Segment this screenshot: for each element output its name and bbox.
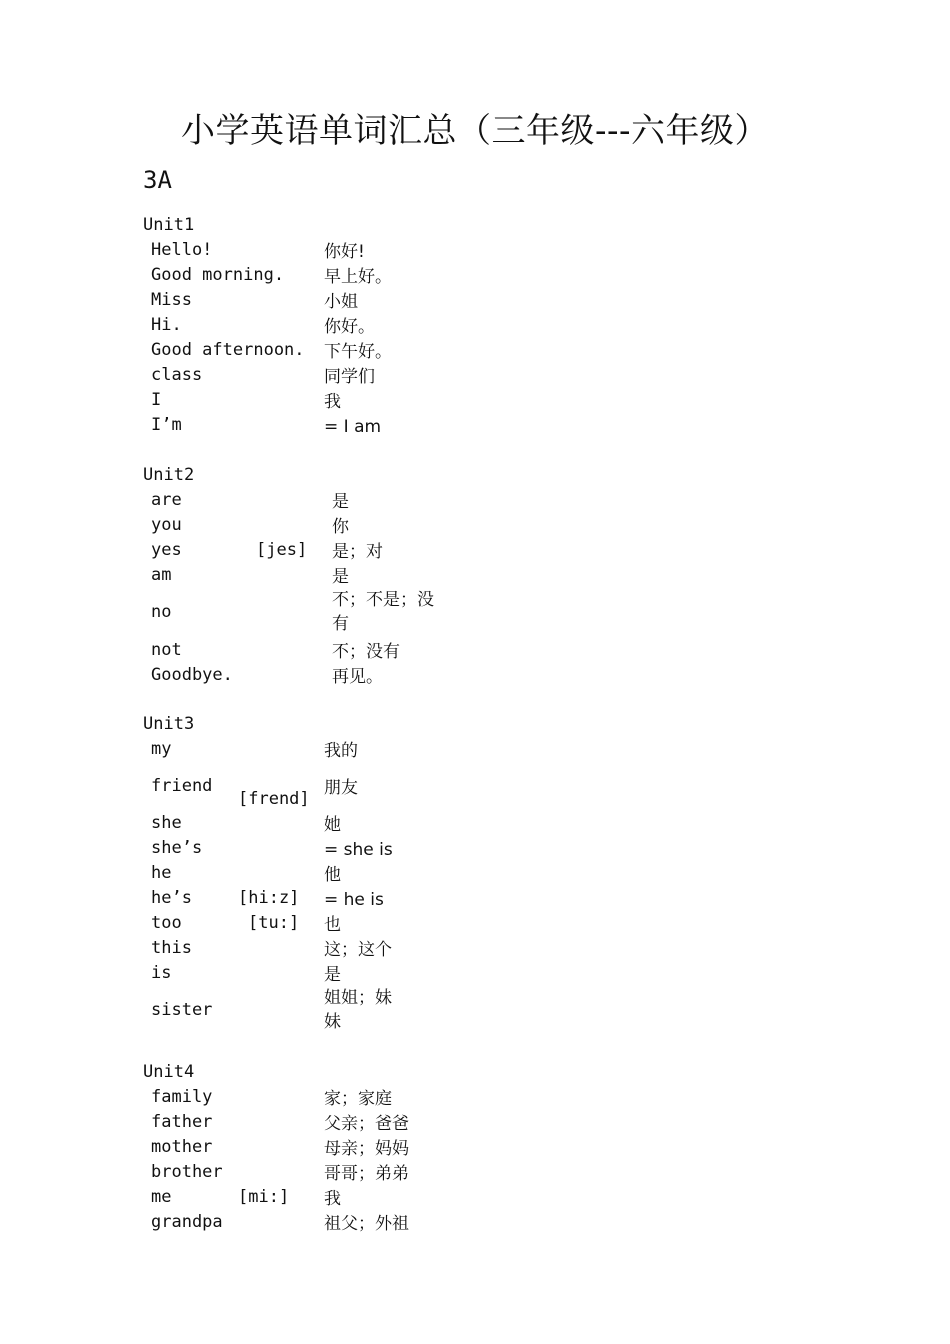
word-english: he’s (151, 888, 192, 908)
word-chinese: 我 (324, 1189, 341, 1209)
word-english: Miss (151, 290, 192, 310)
word-english: I (151, 390, 162, 410)
word-chinese: 他 (324, 865, 341, 885)
word-english: yes (151, 540, 182, 560)
unit-heading: Unit4 (143, 1062, 195, 1082)
word-english: Good afternoon. (151, 340, 305, 360)
word-chinese: = he is (324, 890, 384, 910)
word-phonetic: [frend] (238, 789, 310, 809)
word-chinese: 家；家庭 (324, 1089, 392, 1109)
word-english: too (151, 913, 182, 933)
word-english: am (151, 565, 172, 585)
word-english: grandpa (151, 1212, 223, 1232)
word-english: class (151, 365, 203, 385)
word-english: she (151, 813, 182, 833)
word-chinese: 同学们 (324, 367, 375, 387)
word-english: he (151, 863, 172, 883)
word-chinese: = I am (324, 417, 382, 437)
word-chinese: 你 (332, 517, 349, 537)
word-english: friend (151, 776, 213, 796)
word-chinese: 你好。 (324, 317, 375, 337)
word-chinese: 下午好。 (324, 342, 392, 362)
word-phonetic: [mi:] (238, 1187, 290, 1207)
grade-heading: 3A (143, 166, 172, 194)
word-english: sister (151, 1000, 213, 1020)
word-chinese: 哥哥；弟弟 (324, 1164, 409, 1184)
word-chinese: 是；对 (332, 542, 383, 562)
word-chinese: 是 (332, 567, 349, 587)
word-english: Hello! (151, 240, 213, 260)
word-chinese: 也 (324, 915, 341, 935)
word-chinese: 祖父；外祖 (324, 1214, 409, 1234)
word-phonetic: [tu:] (248, 913, 300, 933)
word-chinese: 父亲；爸爸 (324, 1114, 409, 1134)
unit-heading: Unit3 (143, 714, 195, 734)
word-english: she’s (151, 838, 203, 858)
word-phonetic: [hi:z] (238, 888, 300, 908)
word-english: I’m (151, 415, 182, 435)
word-phonetic: [jes] (256, 540, 308, 560)
word-english: not (151, 640, 182, 660)
word-english: my (151, 739, 172, 759)
word-chinese: 她 (324, 815, 341, 835)
word-chinese: 小姐 (324, 292, 358, 312)
word-english: father (151, 1112, 213, 1132)
word-chinese: 再见。 (332, 667, 383, 687)
word-chinese: 姐姐；妹妹 (324, 988, 392, 1032)
word-english: mother (151, 1137, 213, 1157)
word-english: are (151, 490, 182, 510)
word-english: Good morning. (151, 265, 285, 285)
word-english: no (151, 602, 172, 622)
word-english: is (151, 963, 172, 983)
word-chinese: 是 (324, 965, 341, 985)
word-chinese: 我 (324, 392, 341, 412)
word-chinese: 母亲；妈妈 (324, 1139, 409, 1159)
word-english: Goodbye. (151, 665, 233, 685)
page-title: 小学英语单词汇总（三年级---六年级） (181, 111, 769, 151)
word-chinese: 我的 (324, 741, 358, 761)
word-chinese: = she is (324, 840, 393, 860)
word-chinese: 是 (332, 492, 349, 512)
word-chinese: 不；没有 (332, 642, 400, 662)
unit-heading: Unit2 (143, 465, 195, 485)
word-english: brother (151, 1162, 223, 1182)
word-english: family (151, 1087, 213, 1107)
word-english: you (151, 515, 182, 535)
word-chinese: 朋友 (324, 778, 358, 798)
word-english: this (151, 938, 192, 958)
word-chinese: 你好! (324, 242, 365, 262)
word-chinese: 早上好。 (324, 267, 392, 287)
unit-heading: Unit1 (143, 215, 195, 235)
word-english: me (151, 1187, 172, 1207)
word-english: Hi. (151, 315, 182, 335)
word-chinese: 不；不是；没有 (332, 590, 434, 634)
word-chinese: 这；这个 (324, 940, 392, 960)
